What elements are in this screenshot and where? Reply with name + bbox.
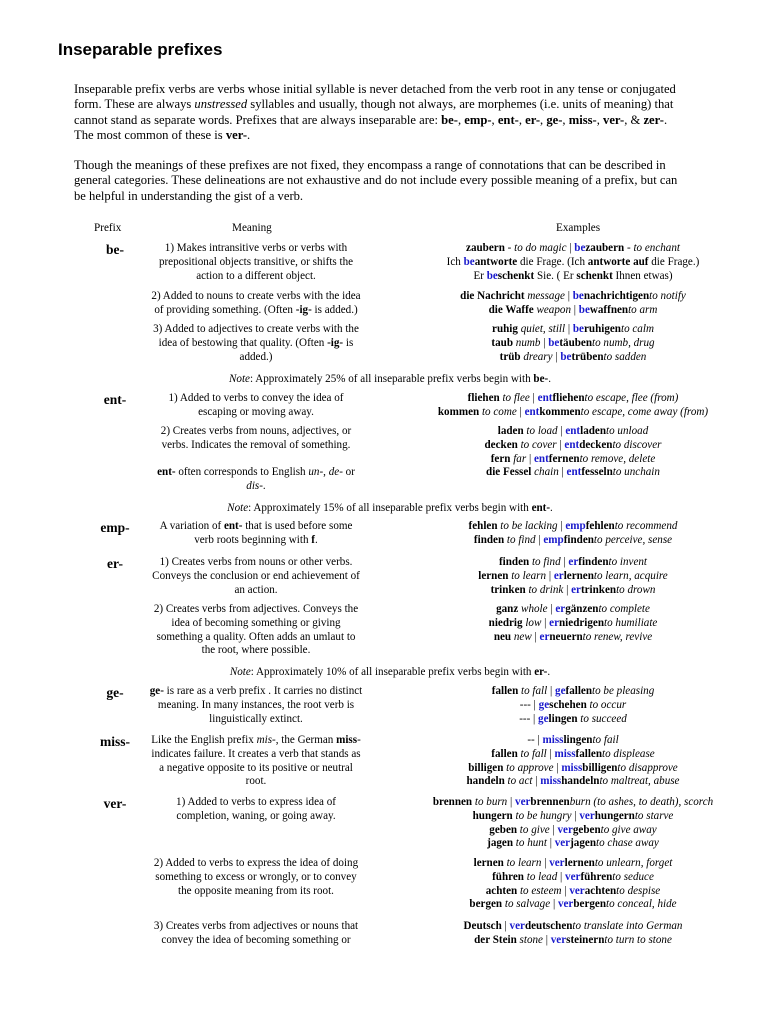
examples-cell [380, 425, 766, 480]
meaning-cell [134, 323, 378, 364]
meaning-line: 3) Creates verbs from adjectives or nouns that [153, 920, 359, 932]
example-line: zaubern - to do magic | bezaubern - to enchant [466, 242, 680, 254]
example-line: --- | geschehen to occur [519, 698, 627, 711]
examples-cell [380, 796, 766, 851]
meaning-line: completion, waning, or going away. [176, 809, 336, 822]
example-line: niedrig low | erniedrigento humiliate [488, 616, 658, 629]
example-line: fehlen to be lacking | empfehlento recommend [468, 520, 678, 532]
example-line: jagen to hunt | verjagento chase away [487, 837, 659, 850]
frequency-note: Note: Approximately 15% of all inseparable prefix verbs begin with ent-. [227, 502, 553, 514]
example-line: laden to load | entladento unload [497, 425, 649, 437]
meaning-line: 1) Makes intransitive verbs or verbs with [164, 242, 348, 254]
intro-paragraph: Inseparable prefix verbs are verbs whose initial syllable is never detached from the verb root in any tense or conjugated form. These are always unstressed syllables and usually, though not always, are morphemes (i.e. units of meaning) that cannot stand as separate words. Prefixes that are always inseparable are: be-, emp-, ent-, er-, ge-, miss-, ver-, & zer-. The most common of these is ver-. [74, 82, 676, 143]
example-line: ganz whole | ergänzento complete [496, 603, 650, 615]
example-line: decken to cover | entdeckento discover [484, 438, 662, 451]
example-line: kommen to come | entkommento escape, come away (from) [437, 405, 709, 418]
meaning-line: Conveys the conclusion or end achievement of [152, 569, 360, 582]
meaning-line: dis-. [246, 480, 266, 493]
example-line: brennen to burn | verbrennenburn (to ashes, to death), scorch [432, 796, 714, 808]
meaning-cell [134, 392, 378, 420]
meaning-cell [134, 734, 378, 789]
example-line: fallen to fall | gefallento be pleasing [491, 685, 655, 697]
meaning-line: ge- is rare as a verb prefix . It carries no distinct [149, 685, 363, 697]
meaning-line: indicates failure. It creates a verb that stands as [151, 747, 361, 760]
example-line: fallen to fall | missfallento displease [491, 747, 655, 760]
example-line: handeln to act | misshandelnto maltreat, abuse [466, 775, 680, 788]
meaning-line: something a quality. Often adds an umlaut to [156, 630, 356, 643]
intro-paragraph-2: Though the meanings of these prefixes are not fixed, they encompass a range of connotations that can be described in general categories. These delineations are not exhaustive and do not include every possible meaning of a prefix, but can be helpful in understanding the gist of a verb. [74, 158, 678, 203]
meaning-line: 3) Added to adjectives to create verbs with the [153, 323, 359, 335]
meaning-cell [134, 920, 378, 948]
meaning-line: meaning. In many instances, the root verb is [157, 698, 355, 711]
meaning-line [134, 453, 378, 467]
example-line: Ich beantworte die Frage. (Ich antworte auf die Frage.) [446, 255, 700, 268]
meaning-line: of providing something. (Often -ig- is added.) [154, 303, 358, 316]
example-line: -- | misslingento fail [527, 734, 619, 746]
column-header-meaning: Meaning [232, 222, 272, 234]
meaning-line: escaping or moving away. [198, 405, 314, 418]
example-line: trinken to drink | ertrinkento drown [490, 583, 656, 596]
meaning-line: linguistically extinct. [209, 712, 303, 725]
meaning-line: convey the idea of becoming something or [161, 933, 351, 946]
prefix-label: er- [107, 556, 123, 571]
meaning-cell [134, 425, 378, 494]
examples-cell [380, 290, 766, 318]
example-line: die Nachricht message | benachrichtigento notify [460, 290, 686, 302]
example-line: führen to lead | verführento seduce [492, 870, 654, 883]
example-line: achten to esteem | verachtento despise [485, 884, 661, 897]
example-line: neu new | erneuernto renew, revive [493, 630, 653, 643]
example-line: --- | gelingen to succeed [519, 712, 627, 725]
frequency-note: Note: Approximately 10% of all inseparable prefix verbs begin with er-. [229, 666, 551, 678]
example-line: finden to find | empfindento perceive, sense [473, 533, 673, 546]
example-line: der Stein stone | versteinernto turn to stone [474, 933, 672, 946]
example-line: geben to give | vergebento give away [489, 823, 657, 836]
example-line: die Waffe weapon | bewaffnento arm [488, 303, 658, 316]
example-line: fliehen to flee | entfliehento escape, flee (from) [467, 392, 679, 404]
prefix-label: ge- [106, 685, 124, 700]
meaning-cell [134, 290, 378, 318]
meaning-line: 2) Added to nouns to create verbs with the idea [151, 290, 361, 302]
example-line: trüb dreary | betrübento sadden [499, 350, 647, 363]
meaning-cell [134, 796, 378, 824]
examples-cell [380, 857, 766, 912]
meaning-line: the root, where possible. [201, 644, 311, 657]
meaning-line: the opposite meaning from its root. [178, 884, 334, 897]
example-line: billigen to approve | missbilligento disapprove [468, 761, 678, 774]
examples-cell [380, 685, 766, 726]
meaning-cell [134, 603, 378, 658]
meaning-line: an action. [234, 583, 278, 596]
meaning-cell [134, 685, 378, 726]
examples-cell [380, 920, 766, 948]
example-line: finden to find | erfindento invent [498, 556, 648, 568]
frequency-note: Note: Approximately 25% of all inseparable prefix verbs begin with be-. [229, 373, 551, 385]
example-line: hungern to be hungry | verhungernto starve [472, 809, 674, 822]
example-line: bergen to salvage | verbergento conceal, hide [469, 898, 677, 911]
meaning-line: idea of becoming something or giving [171, 616, 341, 629]
meaning-line: 2) Added to verbs to express the idea of doing [153, 857, 359, 869]
meaning-cell [134, 857, 378, 898]
meaning-line: idea of bestowing that quality. (Often -ig- is [158, 336, 354, 349]
meaning-line: Like the English prefix mis-, the German miss- [151, 734, 361, 746]
example-line: Er beschenkt Sie. ( Er schenkt Ihnen etwas) [473, 269, 673, 282]
prefix-label: miss- [100, 734, 130, 749]
page-title: Inseparable prefixes [58, 40, 223, 59]
example-line: ruhig quiet, still | beruhigento calm [492, 323, 654, 335]
meaning-line: A variation of ent- that is used before some [159, 520, 353, 532]
prefix-label: ent- [103, 392, 127, 407]
examples-cell [380, 242, 766, 283]
meaning-line: added.) [239, 350, 273, 363]
meaning-line: 2) Creates verbs from nouns, adjectives, or [160, 425, 352, 437]
meaning-line: 2) Creates verbs from adjectives. Conveys the [153, 603, 359, 615]
meaning-line: ent- often corresponds to English un-, de- or [157, 466, 355, 479]
prefix-label: emp- [100, 520, 130, 535]
meaning-line: a negative opposite to its positive or neutral [159, 761, 353, 774]
meaning-cell [134, 242, 378, 283]
meaning-line: 1) Added to verbs to express idea of [176, 796, 336, 808]
prefix-label: be- [106, 242, 124, 257]
example-line: lernen to learn | erlernento learn, acquire [478, 569, 668, 582]
meaning-line: something to excess or wrongly, or to convey [155, 870, 357, 883]
example-line: Deutsch | verdeutschento translate into German [463, 920, 683, 932]
meaning-cell [134, 556, 378, 597]
example-line: lernen to learn | verlernento unlearn, forget [473, 857, 673, 869]
column-header-examples: Examples [556, 222, 601, 234]
example-line: fern far | entfernento remove, delete [490, 452, 656, 465]
meaning-line: 1) Added to verbs to convey the idea of [168, 392, 344, 404]
prefix-label: ver- [103, 796, 127, 811]
examples-cell [380, 603, 766, 644]
meaning-line: 1) Creates verbs from nouns or other verbs. [159, 556, 353, 568]
meaning-line: root. [245, 775, 267, 788]
meaning-cell [134, 520, 378, 548]
meaning-line: verbs. Indicates the removal of something. [161, 438, 351, 451]
meaning-line: verb roots beginning with f. [194, 533, 318, 546]
examples-cell [380, 323, 766, 364]
meaning-line: prepositional objects transitive, or shifts the [158, 255, 354, 268]
examples-cell [380, 556, 766, 597]
examples-cell [380, 520, 766, 548]
example-line: taub numb | betäubento numb, drug [491, 336, 655, 349]
meaning-line: action to a different object. [196, 269, 316, 282]
examples-cell [380, 734, 766, 789]
examples-cell [380, 392, 766, 420]
column-header-prefix: Prefix [94, 222, 122, 234]
example-line: die Fessel chain | entfesselnto unchain [486, 466, 660, 479]
